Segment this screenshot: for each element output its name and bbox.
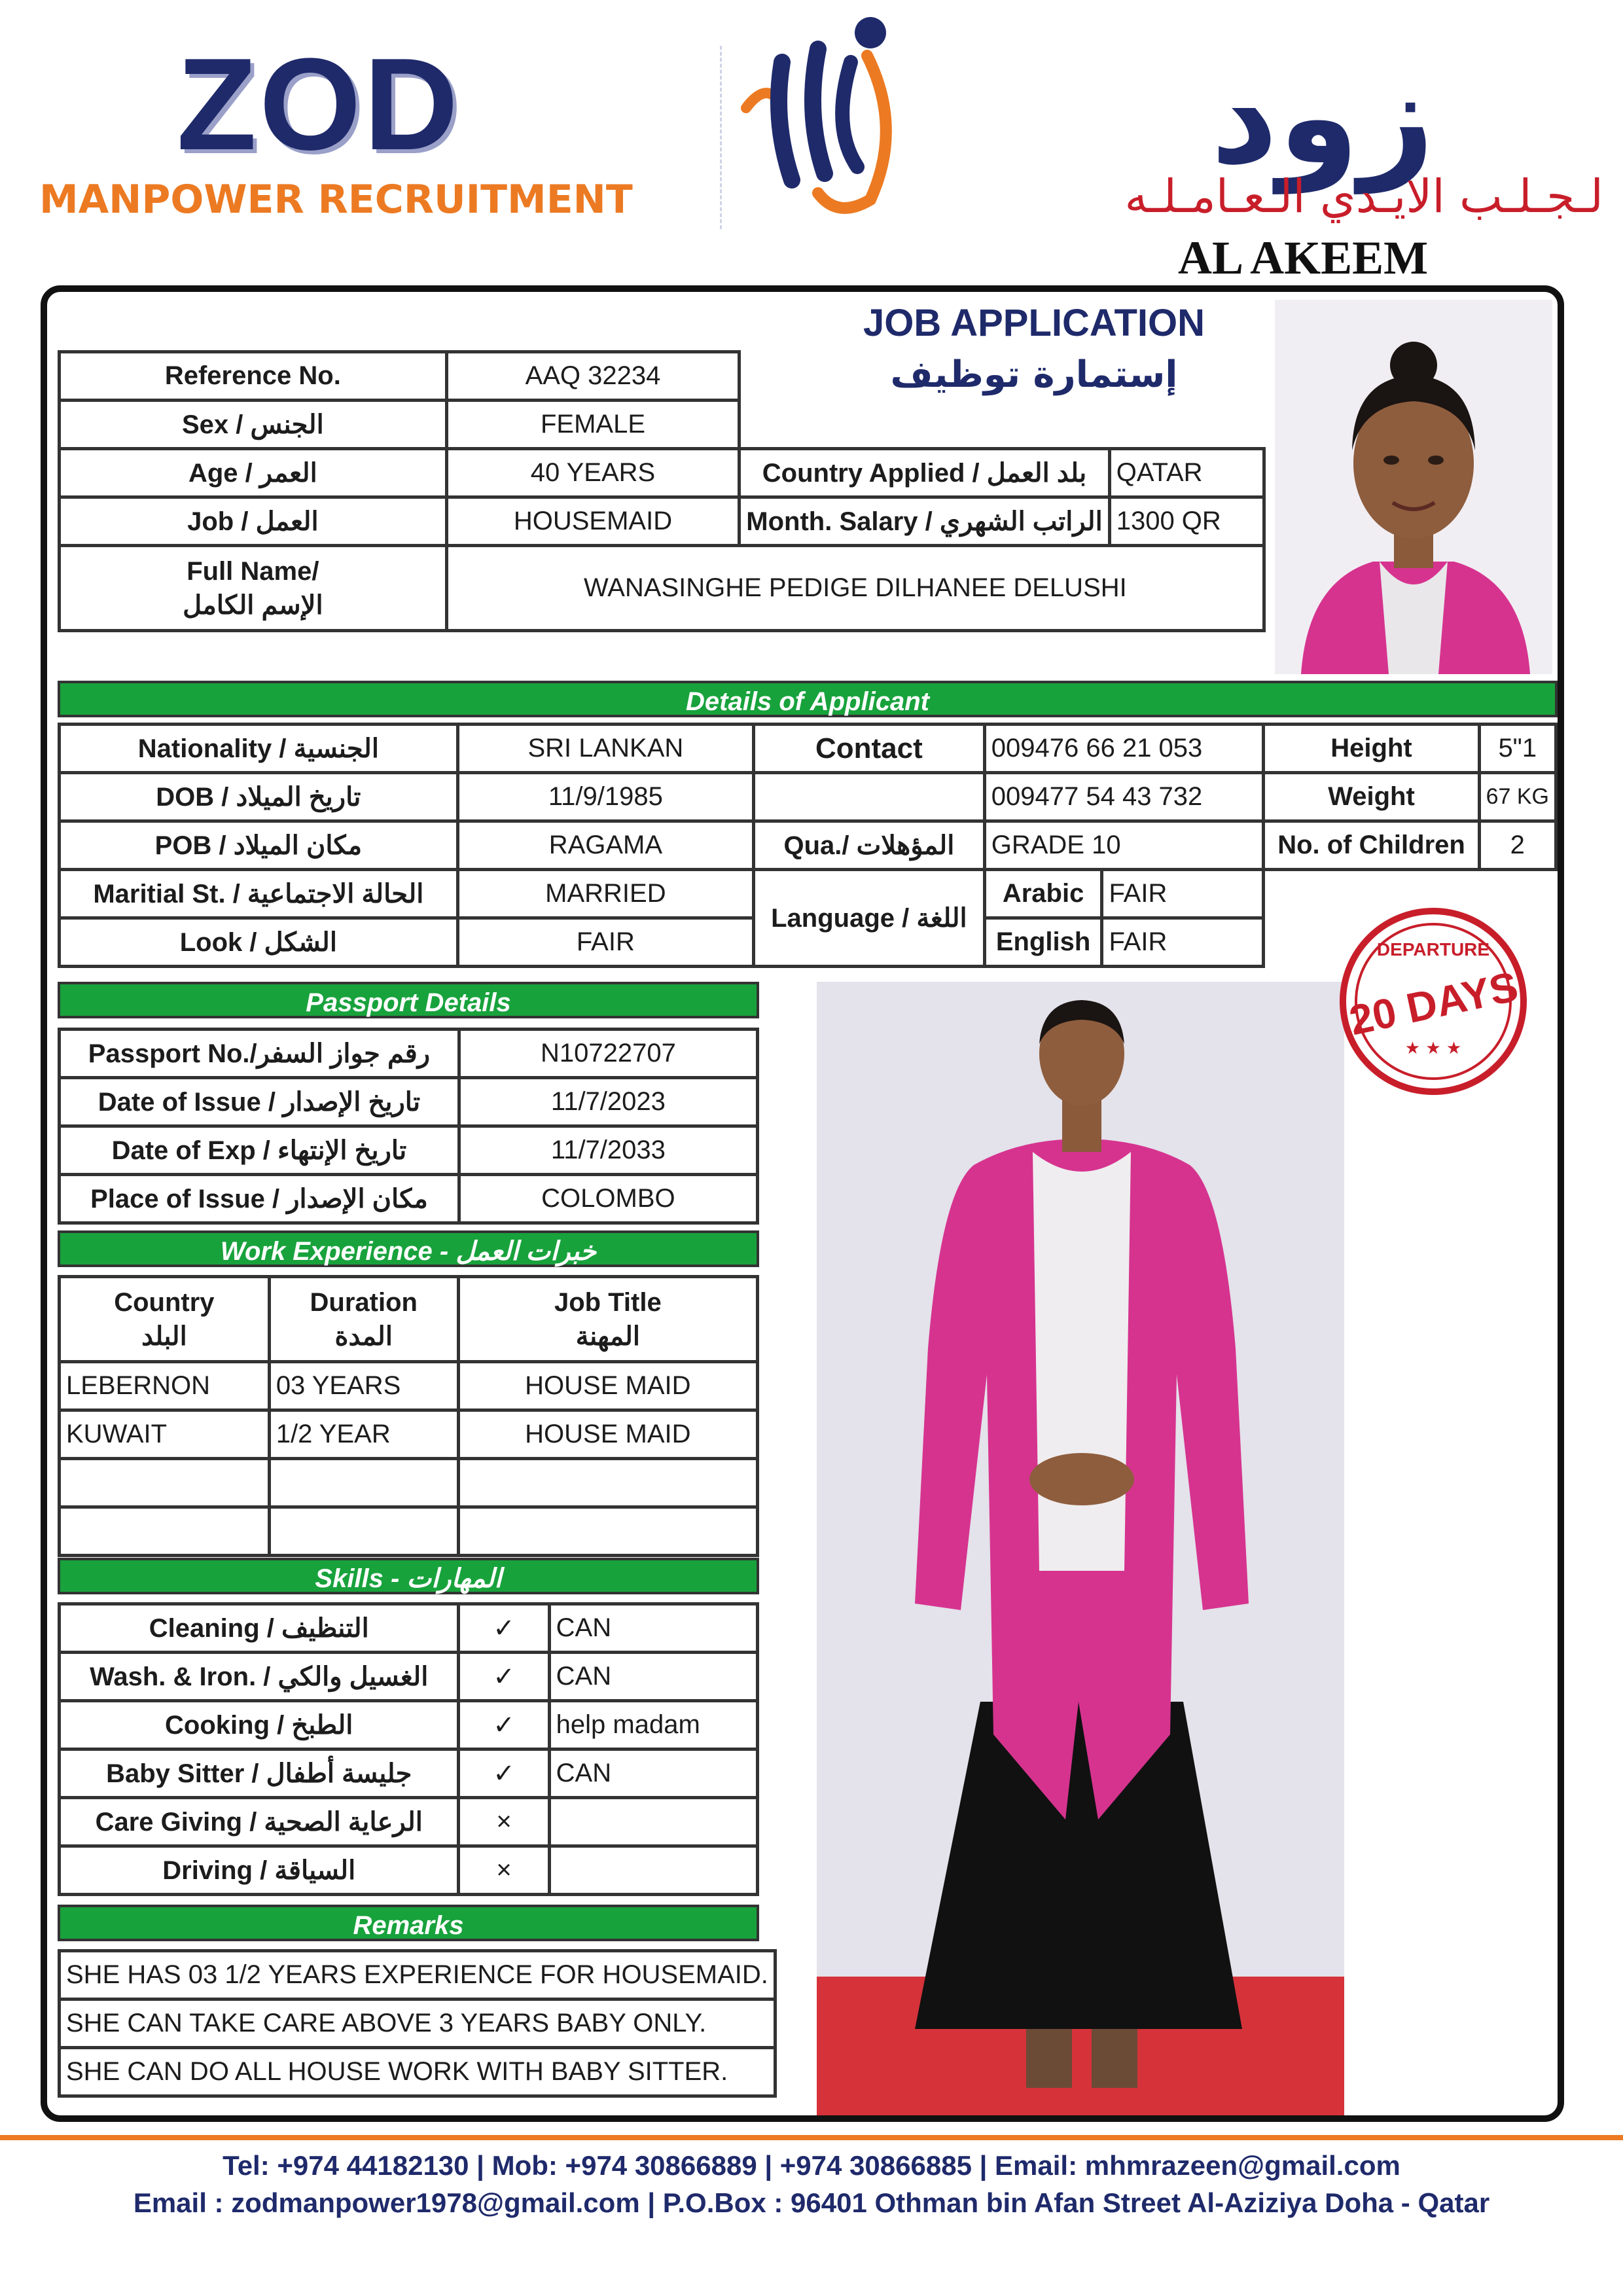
skill-check-icon: ✓ bbox=[459, 1749, 549, 1798]
look-value: FAIR bbox=[457, 918, 753, 967]
issue-date-value: 11/7/2023 bbox=[459, 1078, 757, 1126]
table-row bbox=[60, 1126, 758, 1175]
skill-cross-icon: × bbox=[459, 1846, 549, 1895]
height-label: Height bbox=[1264, 725, 1479, 773]
table-row bbox=[60, 1175, 758, 1223]
marital-label: Maritial St. / الحالة الاجتماعية bbox=[60, 870, 458, 918]
table-row bbox=[60, 449, 1264, 497]
details-table bbox=[58, 723, 1558, 968]
fullname-label-ar: الإسم الكامل bbox=[183, 590, 323, 620]
nationality-label: Nationality / الجنسية bbox=[60, 725, 458, 773]
work-experience-section-header: Work Experience - خبرات العمل bbox=[58, 1230, 759, 1267]
table-row bbox=[60, 1507, 758, 1556]
expiry-date-label: Date of Exp / تاريخ الإنتهاء bbox=[60, 1126, 459, 1175]
reference-value: AAQ 32234 bbox=[446, 352, 740, 401]
reference-label: Reference No. bbox=[60, 352, 447, 401]
passport-table bbox=[58, 1028, 759, 1225]
work-country: KUWAIT bbox=[60, 1410, 270, 1459]
table-row bbox=[60, 1410, 758, 1459]
skill-cross-icon: × bbox=[459, 1798, 549, 1846]
age-value: 40 YEARS bbox=[446, 449, 740, 497]
skill-label: Care Giving / الرعاية الصحية bbox=[60, 1798, 459, 1846]
sex-value: FEMALE bbox=[446, 401, 740, 449]
salary-label: Month. Salary / الراتب الشهري bbox=[740, 497, 1109, 546]
contact-value-2: 009477 54 43 732 bbox=[984, 773, 1264, 821]
skill-check-icon: ✓ bbox=[459, 1701, 549, 1749]
skill-label: Cooking / الطبخ bbox=[60, 1701, 459, 1749]
brand-subtitle: MANPOWER RECRUITMENT bbox=[39, 177, 633, 223]
table-row bbox=[60, 497, 1264, 546]
brand-emblem-icon bbox=[726, 10, 923, 226]
weight-label: Weight bbox=[1264, 773, 1479, 821]
arabic-brand-subtitle: لـجـلـب الايـدي الـعـامـلـه bbox=[1124, 170, 1603, 223]
salary-value: 1300 QR bbox=[1109, 497, 1264, 546]
stamp-main-text: 20 DAYS bbox=[1345, 962, 1522, 1045]
table-row bbox=[60, 870, 1556, 918]
table-row bbox=[60, 2000, 776, 2048]
expiry-date-value: 11/7/2033 bbox=[459, 1126, 757, 1175]
table-row bbox=[60, 2048, 776, 2096]
applicant-full-body-photo bbox=[817, 982, 1344, 2115]
age-label: Age / العمر bbox=[60, 449, 447, 497]
skills-section-header: Skills - المهارات bbox=[58, 1558, 759, 1594]
issue-date-label: Date of Issue / تاريخ الإصدار bbox=[60, 1078, 459, 1126]
work-duration: 03 YEARS bbox=[269, 1362, 458, 1410]
pob-value: RAGAMA bbox=[457, 821, 753, 870]
table-row bbox=[60, 1653, 758, 1701]
work-header-duration: Duration المدة bbox=[269, 1277, 458, 1362]
remark-line: SHE HAS 03 1/2 YEARS EXPERIENCE FOR HOUSEMAID. bbox=[60, 1951, 776, 2000]
table-row bbox=[60, 725, 1556, 773]
dob-value: 11/9/1985 bbox=[457, 773, 753, 821]
details-section-header: Details of Applicant bbox=[58, 681, 1558, 717]
table-row bbox=[60, 773, 1556, 821]
table-row bbox=[60, 352, 1264, 401]
stamp-stars-icon: ★ ★ ★ bbox=[1404, 1039, 1462, 1058]
skill-label: Wash. & Iron. / الغسيل والكي bbox=[60, 1653, 459, 1701]
work-duration: 1/2 YEAR bbox=[269, 1410, 458, 1459]
passport-section-header: Passport Details bbox=[58, 982, 759, 1018]
english-language-value: FAIR bbox=[1102, 918, 1264, 967]
passport-no-label: Passport No./رقم جواز السفر bbox=[60, 1030, 459, 1078]
footer-address-line: Email : zodmanpower1978@gmail.com | P.O.Box : 96401 Othman bin Afan Street Al-Aziziya Doha - Qatar bbox=[133, 2187, 1490, 2218]
skill-label: Cleaning / التنظيف bbox=[60, 1604, 459, 1653]
arabic-brand-logo: زود bbox=[1211, 41, 1435, 194]
skill-value bbox=[549, 1798, 757, 1846]
skill-check-icon: ✓ bbox=[459, 1604, 549, 1653]
table-row bbox=[60, 1749, 758, 1798]
table-row bbox=[60, 1701, 758, 1749]
remark-line: SHE CAN TAKE CARE ABOVE 3 YEARS BABY ONLY. bbox=[60, 2000, 776, 2048]
issue-place-label: Place of Issue / مكان الإصدار bbox=[60, 1175, 459, 1223]
fullname-label-en: Full Name/ bbox=[187, 556, 319, 586]
work-job-title: HOUSE MAID bbox=[458, 1410, 757, 1459]
weight-value: 67 KG bbox=[1479, 773, 1556, 821]
skill-value: CAN bbox=[549, 1749, 757, 1798]
skills-table bbox=[58, 1602, 759, 1896]
work-job-title: HOUSE MAID bbox=[458, 1362, 757, 1410]
skill-value: CAN bbox=[549, 1604, 757, 1653]
work-country: LEBERNON bbox=[60, 1362, 270, 1410]
departure-stamp bbox=[1335, 903, 1531, 1100]
form-title: JOB APPLICATION bbox=[863, 302, 1205, 344]
header-divider bbox=[720, 46, 722, 229]
table-row bbox=[60, 1030, 758, 1078]
skill-value: help madam bbox=[549, 1701, 757, 1749]
arabic-language-label: Arabic bbox=[984, 870, 1102, 918]
job-value: HOUSEMAID bbox=[446, 497, 740, 546]
work-header-job-title: Job Title المهنة bbox=[458, 1277, 757, 1362]
passport-no-value: N10722707 bbox=[459, 1030, 757, 1078]
form-title-arabic: إستمارة توظيف bbox=[890, 353, 1178, 396]
pob-label: POB / مكان الميلاد bbox=[60, 821, 458, 870]
brand-logo-text: ZOD bbox=[177, 31, 461, 177]
look-label: Look / الشكل bbox=[60, 918, 458, 967]
table-row bbox=[60, 1604, 758, 1653]
al-akeem-label: AL AKEEM bbox=[1178, 232, 1429, 284]
table-row bbox=[60, 1846, 758, 1895]
skill-value bbox=[549, 1846, 757, 1895]
country-applied-label: Country Applied / بلد العمل bbox=[740, 449, 1109, 497]
table-row bbox=[60, 1277, 758, 1362]
children-label: No. of Children bbox=[1264, 821, 1479, 870]
remarks-section-header: Remarks bbox=[58, 1905, 759, 1941]
arabic-language-value: FAIR bbox=[1102, 870, 1264, 918]
footer-divider bbox=[0, 2135, 1623, 2140]
basic-info-table bbox=[58, 350, 1266, 632]
children-value: 2 bbox=[1479, 821, 1556, 870]
contact-label: Contact bbox=[754, 725, 985, 773]
table-row bbox=[60, 821, 1556, 870]
height-value: 5"1 bbox=[1479, 725, 1556, 773]
nationality-value: SRI LANKAN bbox=[457, 725, 753, 773]
skill-value: CAN bbox=[549, 1653, 757, 1701]
fullname-value: WANASINGHE PEDIGE DILHANEE DELUSHI bbox=[446, 546, 1264, 631]
language-label: Language / اللغة bbox=[754, 870, 985, 967]
remarks-table bbox=[58, 1949, 777, 2098]
issue-place-value: COLOMBO bbox=[459, 1175, 757, 1223]
applicant-portrait-photo bbox=[1275, 300, 1552, 674]
marital-value: MARRIED bbox=[457, 870, 753, 918]
stamp-top-text: DEPARTURE bbox=[1376, 939, 1490, 960]
table-row bbox=[60, 546, 1264, 631]
dob-label: DOB / تاريخ الميلاد bbox=[60, 773, 458, 821]
footer-contact-line: Tel: +974 44182130 | Mob: +974 30866889 | +974 30866885 | Email: mhmrazeen@gmail.com bbox=[223, 2150, 1400, 2181]
remark-line: SHE CAN DO ALL HOUSE WORK WITH BABY SITTER. bbox=[60, 2048, 776, 2096]
table-row bbox=[60, 1459, 758, 1507]
qualification-value: GRADE 10 bbox=[984, 821, 1264, 870]
contact-value-1: 009476 66 21 053 bbox=[984, 725, 1264, 773]
skill-label: Driving / السياقة bbox=[60, 1846, 459, 1895]
country-applied-value: QATAR bbox=[1109, 449, 1264, 497]
english-language-label: English bbox=[984, 918, 1102, 967]
table-row bbox=[60, 1362, 758, 1410]
qualification-label: Qua./ المؤهلات bbox=[754, 821, 985, 870]
sex-label: Sex / الجنس bbox=[60, 401, 447, 449]
job-label: Job / العمل bbox=[60, 497, 447, 546]
work-header-country: Country البلد bbox=[60, 1277, 270, 1362]
skill-check-icon: ✓ bbox=[459, 1653, 549, 1701]
work-experience-table bbox=[58, 1275, 759, 1557]
table-row bbox=[60, 1798, 758, 1846]
table-row bbox=[60, 1078, 758, 1126]
skill-label: Baby Sitter / جليسة أطفال bbox=[60, 1749, 459, 1798]
table-row bbox=[60, 1951, 776, 2000]
table-row bbox=[60, 401, 1264, 449]
fullname-label bbox=[60, 546, 447, 631]
